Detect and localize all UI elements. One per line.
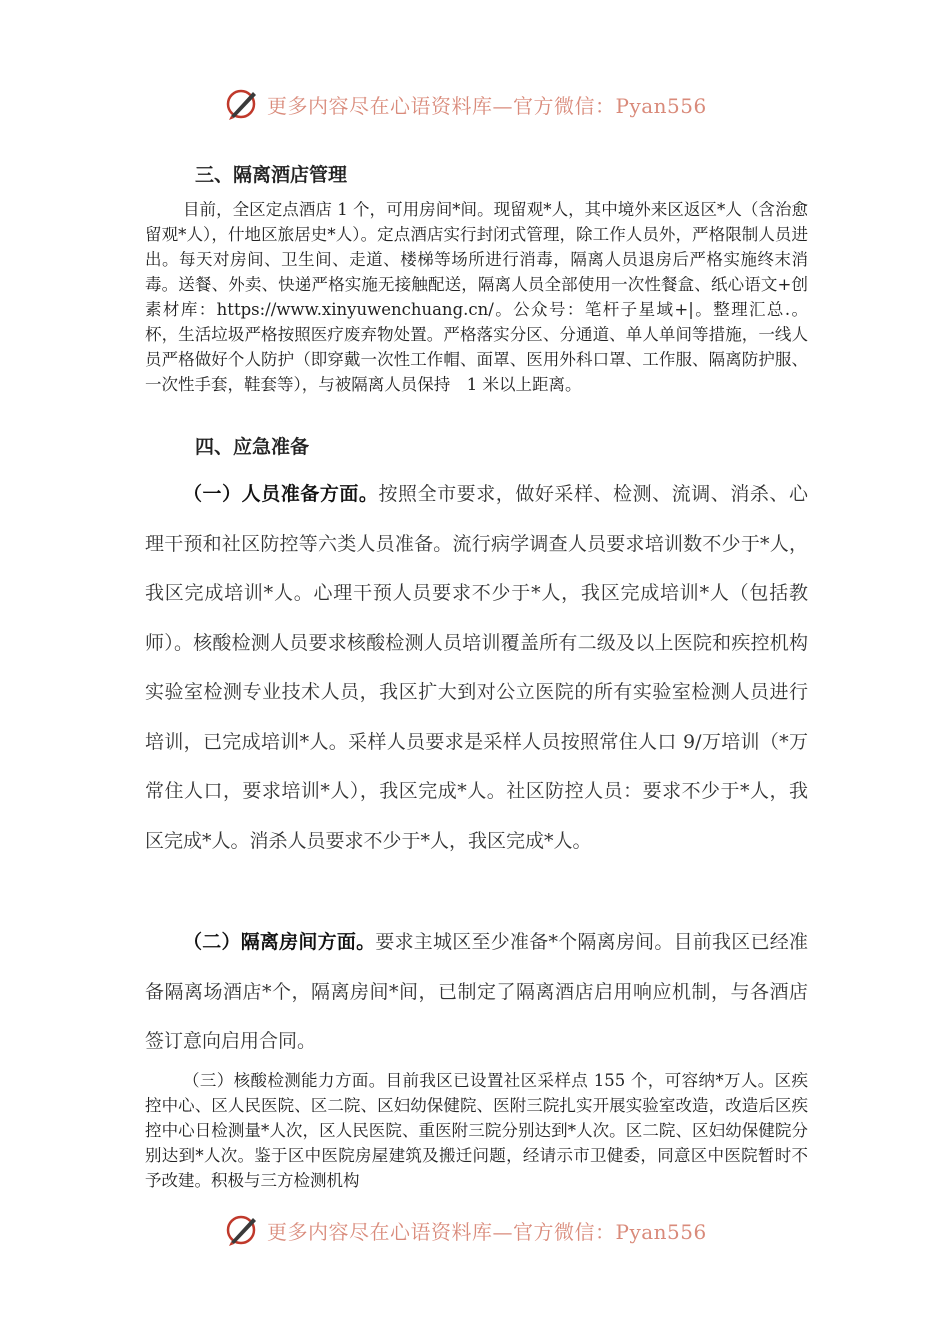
personnel-lead: （一）人员准备方面。 — [183, 483, 379, 505]
section-3-title: 三、隔离酒店管理 — [195, 164, 348, 186]
personnel-paragraph — [145, 470, 808, 866]
pen-logo-icon — [225, 86, 261, 122]
watermark-footer — [225, 1210, 745, 1250]
rooms-lead: （二）隔离房间方面。 — [183, 931, 376, 953]
section-4-testing — [145, 1068, 808, 1193]
personnel-body: 按照全市要求，做好采样、检测、流调、消杀、心理干预和社区防控等六类人员准备。流行病学调查人员要求培训数不少于*人，我区完成培训*人。心理干预人员要求不少于*人，我区完成培训*人（包括教师）。核酸检测人员要求核酸检测人员培训覆盖所有二级及以上医院和疾控机构实验室检测专业技术人员，我区扩大到对公立医院的所有实验室检测人员进行培训，已完成培训*人。采样人员要求是采样人员按照常住人口 9/万培训（*万常住人口，要求培训*人），我区完成*人。社区防控人员：要求不少于*人，我区完成*人。消杀人员要求不少于*人，我区完成*人。 — [145, 483, 808, 852]
section-3-body: 目前，全区定点酒店 1 个，可用房间*间。现留观*人，其中境外来区返区*人（含治愈留观*人），什地区旅居史*人）。定点酒店实行封闭式管理，除工作人员外，严格限制人员进出。每天对房间、卫生间、走道、楼梯等场所进行消毒，隔离人员退房后严格实施终末消毒。送餐、外卖、快递严格实施无接触配送，隔离人员全部使用一次性餐盒、纸心语文+创素材库：https://www.xinyuwenchuang.cn/。公众号：笔杆子星域+|。整理汇总.。杯，生活垃圾严格按照医疗废弃物处置。严格落实分区、分通道、单人单间等措施，一线人员严格做好个人防护（即穿戴一次性工作帽、面罩、医用外科口罩、工作服、隔离防护服、一次性手套，鞋套等），与被隔离人员保持 1 米以上距离。 — [145, 200, 808, 394]
watermark-text: 更多内容尽在心语资料库—官方微信：Pyan556 — [267, 1219, 707, 1244]
testing-paragraph: （三）核酸检测能力方面。目前我区已设置社区采样点 155 个，可容纳*万人。区疾控中心、区人民医院、区二院、区妇幼保健院、医附三院扎实开展实验室改造，改造后区疾控中心日检测量*人次，区人民医院、重医附三院分别达到*人次。区二院、区妇幼保健院分别达到*人次。鉴于区中医院房屋建筑及搬迁问题，经请示市卫健委，同意区中医院暂时不予改建。积极与三方检测机构 — [145, 1071, 808, 1190]
section-4 — [145, 432, 808, 459]
section-4-title: 四、应急准备 — [195, 436, 310, 458]
section-4-rooms — [145, 918, 808, 1067]
rooms-paragraph — [145, 918, 808, 1067]
pen-logo-icon — [225, 1212, 261, 1248]
section-3-body-wrap — [145, 197, 808, 397]
section-4-personnel — [145, 470, 808, 866]
watermark-text: 更多内容尽在心语资料库—官方微信：Pyan556 — [267, 93, 707, 118]
watermark-header — [225, 84, 745, 124]
section-3 — [145, 160, 808, 187]
rooms-body: 要求主城区至少准备*个隔离房间。目前我区已经准备隔离场酒店*个，隔离房间*间，已制定了隔离酒店启用响应机制，与各酒店签订意向启用合同。 — [145, 931, 808, 1052]
